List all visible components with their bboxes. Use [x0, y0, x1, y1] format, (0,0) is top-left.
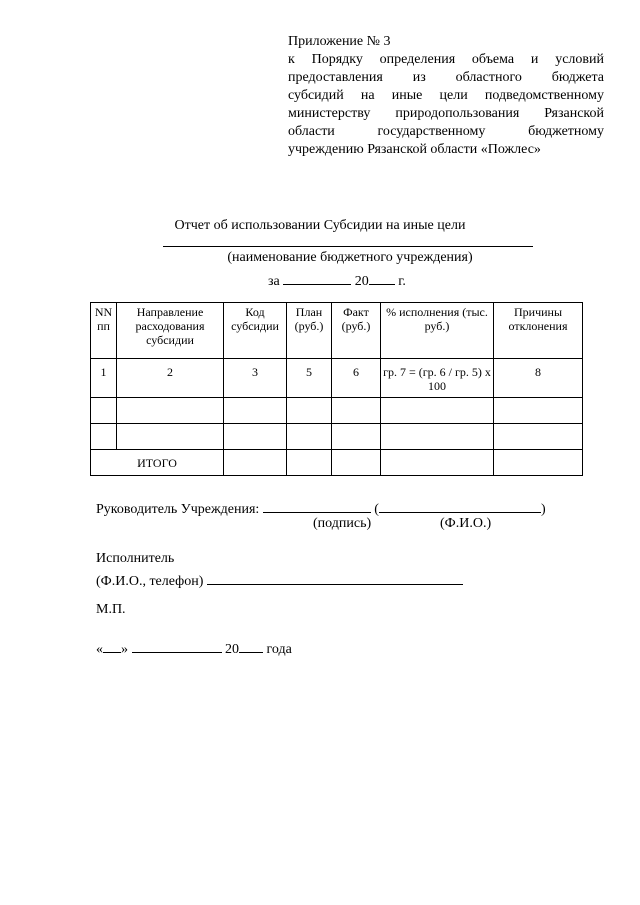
appendix-header [288, 33, 604, 159]
table-cell[interactable] [224, 450, 287, 476]
number-cell: 3 [224, 359, 287, 398]
header-cell: NN пп [91, 303, 117, 359]
stamp-label: М.П. [96, 602, 126, 617]
appendix-line: министерству природопользования Рязанской [288, 106, 604, 121]
table-cell[interactable] [381, 424, 494, 450]
period-blank[interactable] [283, 270, 351, 285]
table-row [91, 398, 583, 424]
table-cell[interactable] [332, 398, 381, 424]
table-cell[interactable] [287, 424, 332, 450]
table-cell[interactable] [117, 424, 224, 450]
institution-caption: (наименование бюджетного учреждения) [227, 250, 473, 265]
day-blank[interactable] [103, 638, 121, 653]
number-cell: 1 [91, 359, 117, 398]
executor-contact: (Ф.И.О., телефон) [96, 574, 204, 589]
signature-blank[interactable] [263, 498, 371, 513]
table-cell[interactable] [381, 450, 494, 476]
date-year: 20 [225, 642, 239, 657]
table-cell[interactable] [494, 450, 583, 476]
head-label: Руководитель Учреждения: [96, 502, 260, 517]
table-cell[interactable] [91, 398, 117, 424]
report-table [90, 302, 583, 476]
total-row [91, 450, 583, 476]
appendix-line: области государственному бюджетному [288, 124, 604, 139]
header-cell: Направление расходования субсидии [117, 303, 224, 359]
date-suffix: года [266, 642, 292, 657]
header-cell: Код субсидии [224, 303, 287, 359]
total-label: ИТОГО [91, 450, 224, 476]
header-cell: Факт (руб.) [332, 303, 381, 359]
appendix-line: к Порядку определения объема и условий [288, 52, 604, 67]
table-cell[interactable] [332, 424, 381, 450]
report-period [268, 270, 406, 290]
month-blank[interactable] [132, 638, 222, 653]
appendix-line: учреждению Рязанской области «Пожлес» [288, 142, 541, 157]
appendix-line: предоставления из областного бюджета [288, 70, 604, 85]
header-cell: План (руб.) [287, 303, 332, 359]
table-cell[interactable] [332, 450, 381, 476]
table-cell[interactable] [381, 398, 494, 424]
table-cell[interactable] [224, 424, 287, 450]
date-year-blank[interactable] [239, 638, 263, 653]
date-line [96, 638, 292, 658]
date-open: « [96, 642, 103, 657]
period-suffix: г. [398, 274, 406, 289]
appendix-title: Приложение № 3 [288, 34, 391, 49]
signature-caption: (подпись) [313, 516, 372, 531]
number-cell: 2 [117, 359, 224, 398]
table-cell[interactable] [494, 398, 583, 424]
number-cell: гр. 7 = (гр. 6 / гр. 5) x 100 [381, 359, 494, 398]
header-row [91, 303, 583, 359]
report-title: Отчет об использовании Субсидии на иные цели [174, 218, 466, 233]
number-cell: 6 [332, 359, 381, 398]
executor-blank[interactable] [207, 570, 463, 585]
period-prefix: за [268, 274, 280, 289]
header-cell: Причины отклонения [494, 303, 583, 359]
date-close: » [121, 642, 128, 657]
table-cell[interactable] [494, 424, 583, 450]
institution-name-line[interactable] [163, 246, 533, 247]
table-cell[interactable] [224, 398, 287, 424]
number-cell: 8 [494, 359, 583, 398]
executor-label: Исполнитель [96, 551, 175, 566]
fio-caption: (Ф.И.О.) [440, 516, 492, 531]
head-signature-line: Руководитель Учреждения: ( ) [96, 498, 546, 518]
appendix-line: субсидий на иные цели подведомственному [288, 88, 604, 103]
fio-blank[interactable] [379, 498, 541, 513]
table-cell[interactable] [117, 398, 224, 424]
table-cell[interactable] [287, 450, 332, 476]
period-year: 20 [354, 274, 369, 289]
column-number-row [91, 359, 583, 398]
table-cell[interactable] [91, 424, 117, 450]
executor-line [96, 570, 463, 590]
year-blank[interactable] [369, 270, 395, 285]
table-cell[interactable] [287, 398, 332, 424]
number-cell: 5 [287, 359, 332, 398]
header-cell: % исполнения (тыс. руб.) [381, 303, 494, 359]
table-row [91, 424, 583, 450]
